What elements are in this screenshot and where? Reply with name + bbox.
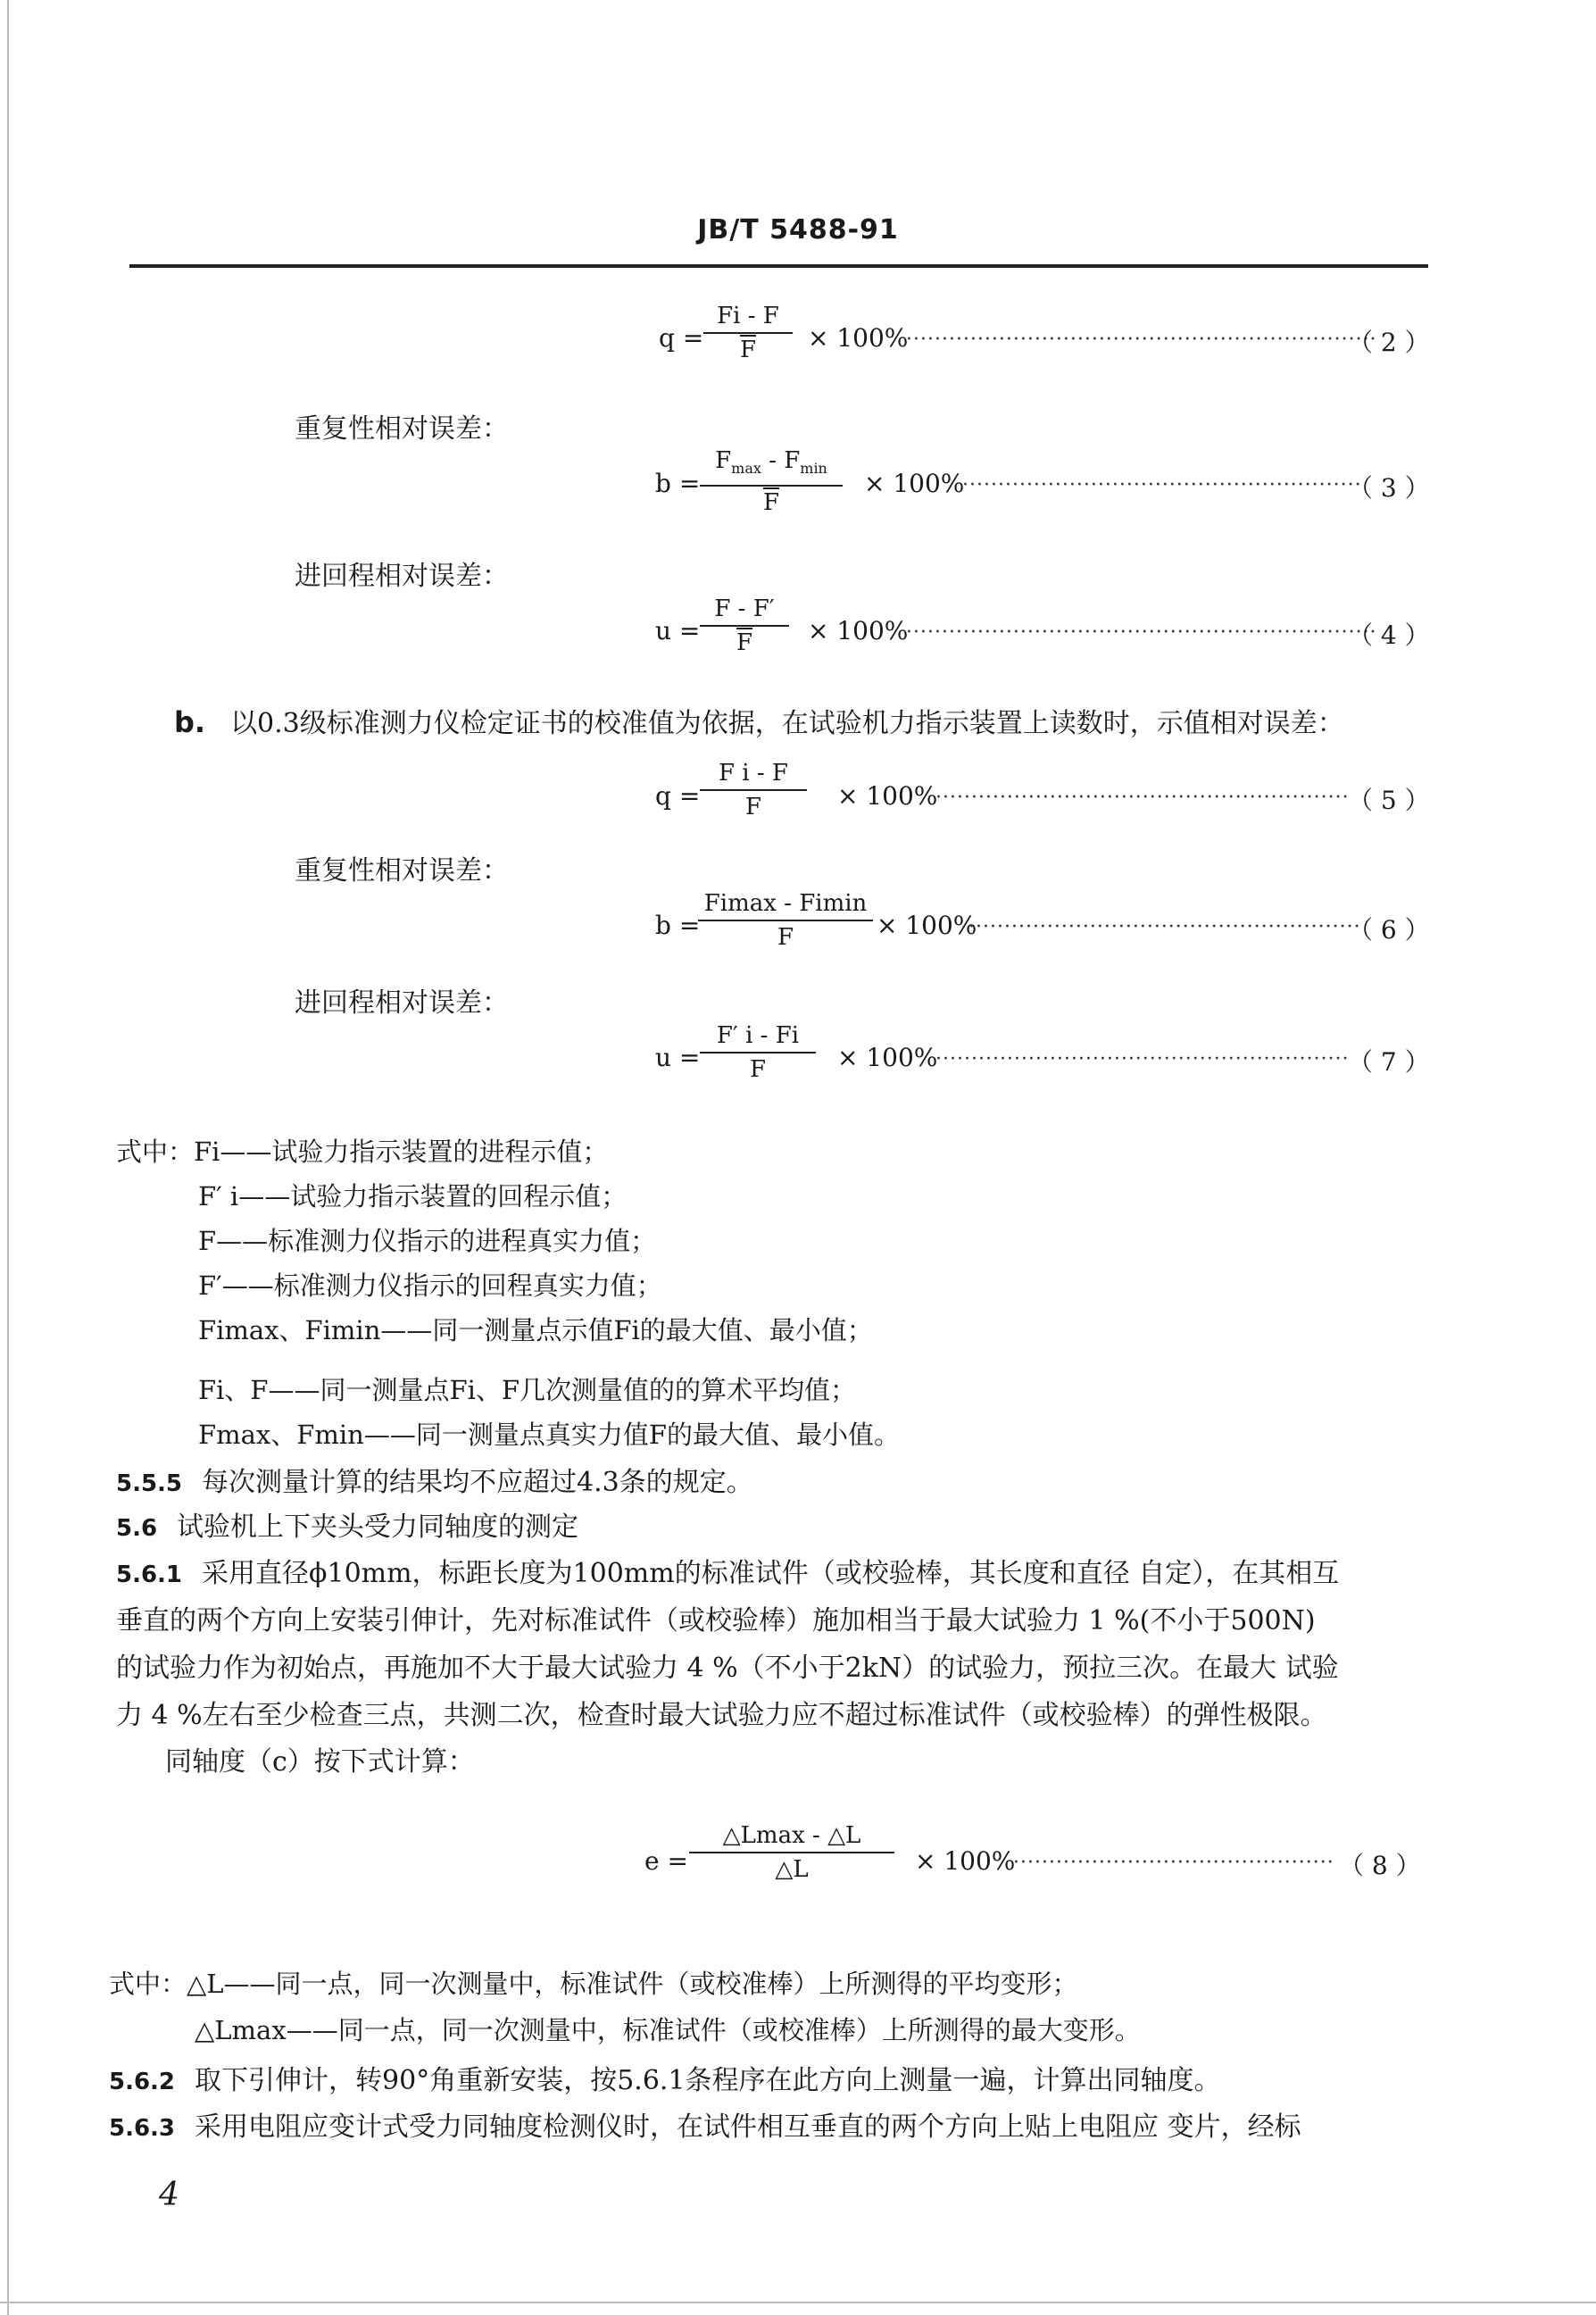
eq3-number: （ 3 ） [1348, 473, 1430, 503]
dot-leader: ·························································· [935, 787, 1350, 809]
clause-number: 5.6 [116, 1515, 158, 1542]
eq7-fraction [700, 1021, 816, 1084]
eq5-denominator: F [744, 794, 762, 820]
eq3-numerator: $F_{max} - F_{min}$ [715, 447, 827, 478]
definition-line: F′——标准测力仪指示的回程真实力值； [198, 1270, 662, 1301]
eq8-number: （ 8 ） [1339, 1851, 1421, 1880]
paragraph-line: 的试验力作为初始点，再施加不大于最大试验力 4 %（不小于2kN）的试验力，预拉三次。在最大 试验 [116, 1653, 1339, 1684]
eq5-lhs: q = [655, 781, 701, 811]
eq3-multiplier: × 100% [864, 469, 965, 498]
dot-leader: ············································· [1013, 1852, 1334, 1874]
item-b-letter: b. [174, 705, 206, 739]
fraction-bar [689, 1852, 894, 1853]
paragraph-line: 同轴度（c）按下式计算： [165, 1746, 475, 1778]
scan-edge-bottom [0, 2302, 1596, 2303]
fraction-bar [700, 625, 789, 627]
clause-number: 5.6.3 [109, 2115, 176, 2142]
eq4-denominator: F [736, 629, 753, 656]
item-b [174, 701, 1344, 740]
dot-leader: ·································································· [906, 329, 1377, 351]
definition-line: 式中：Fi——试验力指示装置的进程示值； [116, 1137, 609, 1167]
eq7-lhs: u = [655, 1043, 701, 1072]
clause-5-5-5: 5.5.5 每次测量计算的结果均不应超过4.3条的规定。 [116, 1467, 753, 1498]
eq8-multiplier: × 100% [915, 1846, 1016, 1876]
page-number: 4 [159, 2177, 179, 2213]
eq6-lhs: b = [655, 911, 701, 940]
dot-leader: ·································································· [906, 621, 1377, 644]
label-repeatability-2: 重复性相对误差： [295, 855, 509, 887]
fraction-bar [700, 789, 807, 791]
clause-5-6-3: 5.6.3 采用电阻应变计式受力同轴度检测仪时，在试件相互垂直的两个方向上贴上电阻应 变片，经标 [109, 2111, 1301, 2143]
document-code-header: JB/T 5488-91 [697, 214, 899, 246]
label-return-2: 进回程相对误差： [295, 987, 509, 1019]
clause-5-6-2: 5.6.2 取下引伸计，转90°角重新安装，按5.6.1条程序在此方向上测量一遍，计算出同轴度。 [109, 2065, 1221, 2096]
fraction-bar [703, 332, 793, 334]
eq8-lhs: e = [644, 1846, 688, 1876]
eq5-numerator: F i - F [719, 760, 788, 787]
eq6-multiplier: × 100% [877, 911, 977, 940]
eq2-denominator: F [739, 337, 757, 363]
clause-number: 5.6.1 [116, 1561, 183, 1588]
fraction-bar [698, 920, 873, 921]
definition-line: F′ i——试验力指示装置的回程示值； [198, 1181, 628, 1212]
clause-number: 5.5.5 [116, 1470, 183, 1497]
eq4-lhs: u = [655, 616, 701, 645]
eq8-denominator: △L [775, 1856, 809, 1883]
dot-leader: ························································ [962, 474, 1362, 496]
definition-line: F——标准测力仪指示的进程真实力值； [198, 1226, 657, 1256]
label-return-1: 进回程相对误差： [295, 561, 509, 592]
paragraph-line: 垂直的两个方向上安装引伸计，先对标准试件（或校验棒）施加相当于最大试验力 1 %(不小于500N) [116, 1605, 1316, 1636]
eq3-lhs: b = [655, 469, 701, 498]
eq2-lhs: q = [659, 323, 704, 353]
eq6-numerator: Fimax - Fimin [703, 890, 868, 917]
definition-line: Fi、F——同一测量点Fi、F几次测量值的的算术平均值； [198, 1375, 857, 1405]
definition-line: Fmax、Fmin——同一测量点真实力值F的最大值、最小值。 [198, 1420, 900, 1450]
eq2-fraction [703, 302, 793, 364]
dot-leader: ······················································· [968, 916, 1361, 938]
eq2-numerator: Fi - F [717, 303, 779, 329]
eq6-number: （ 6 ） [1348, 915, 1430, 945]
eq7-numerator: F′ i - Fi [716, 1022, 800, 1049]
clause-number: 5.6.2 [109, 2069, 176, 2095]
label-repeatability-1: 重复性相对误差： [295, 413, 509, 445]
eq3-fraction [700, 446, 843, 517]
eq4-number: （ 4 ） [1348, 620, 1430, 650]
header-rule [129, 264, 1428, 268]
eq7-denominator: F [749, 1056, 767, 1083]
definition-line: Fimax、Fimin——同一测量点示值Fi的最大值、最小值； [198, 1315, 873, 1345]
eq4-numerator: F - F′ [714, 595, 775, 622]
eq6-denominator: F [777, 924, 794, 951]
eq8-numerator: △Lmax - △L [722, 1822, 861, 1849]
eq8-fraction [689, 1821, 894, 1884]
eq4-fraction [700, 595, 789, 657]
fraction-bar [700, 1052, 816, 1053]
eq4-multiplier: × 100% [808, 616, 909, 645]
eq7-number: （ 7 ） [1348, 1047, 1430, 1077]
dot-leader: ·························································· [935, 1048, 1350, 1070]
definition-line: 式中：△L——同一点，同一次测量中，标准试件（或校准棒）上所测得的平均变形； [109, 1969, 1078, 1999]
eq5-number: （ 5 ） [1348, 786, 1430, 815]
eq5-fraction [700, 759, 807, 821]
definition-line: △Lmax——同一点，同一次测量中，标准试件（或校准棒）上所测得的最大变形。 [195, 2015, 1141, 2045]
eq2-number: （ 2 ） [1348, 328, 1430, 357]
scan-edge-left [7, 0, 9, 2315]
fraction-bar [700, 485, 843, 487]
eq2-multiplier: × 100% [808, 323, 909, 353]
eq7-multiplier: × 100% [837, 1043, 938, 1072]
paragraph-line: 力 4 %左右至少检查三点，共测二次，检查时最大试验力应不超过标准试件（或校验棒）的弹性极限。 [116, 1700, 1327, 1731]
item-b-text: 以0.3级标准测力仪检定证书的校准值为依据，在试验机力指示装置上读数时，示值相对误差： [230, 708, 1344, 739]
eq3-denominator: $\overline{F}$ [762, 489, 780, 517]
eq6-fraction [698, 889, 873, 952]
clause-5-6: 5.6 试验机上下夹头受力同轴度的测定 [116, 1511, 579, 1543]
paragraph-line: 采用直径ϕ10mm，标距长度为100mm的标准试件（或校验棒，其长度和直径 自定），在其相互 [202, 1558, 1340, 1589]
eq5-multiplier: × 100% [837, 781, 938, 811]
